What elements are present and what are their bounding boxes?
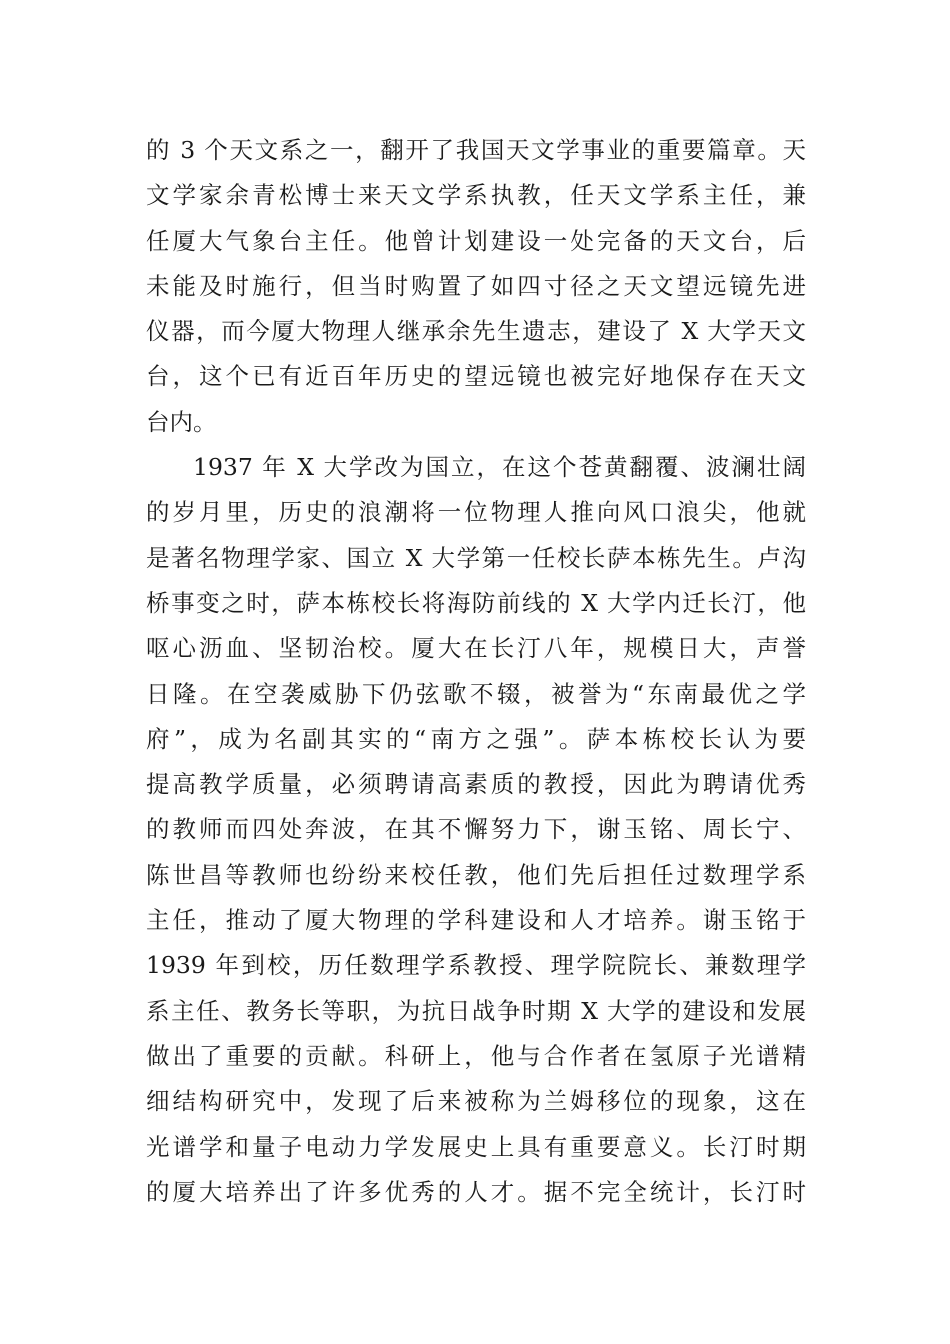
text-line: 的岁月里，历史的浪潮将一位物理人推向风口浪尖，他就	[146, 498, 806, 527]
text-line: 1937 年 X 大学改为国立，在这个苍黄翻覆、波澜壮阔	[193, 453, 806, 482]
text-line: 任厦大气象台主任。他曾计划建设一处完备的天文台，后	[146, 226, 806, 255]
text-line: 陈世昌等教师也纷纷来校任教，他们先后担任过数理学系	[146, 860, 806, 889]
paragraph-1	[146, 128, 806, 445]
text-line: 日隆。在空袭威胁下仍弦歌不辍，被誉为“东南最优之学	[146, 679, 806, 708]
text-line: 仪器，而今厦大物理人继承余先生遗志，建设了 X 大学天文	[146, 317, 806, 346]
text-line: 提高教学质量，必须聘请高素质的教授，因此为聘请优秀	[146, 770, 806, 799]
text-line: 府”，成为名副其实的“南方之强”。萨本栋校长认为要	[146, 724, 806, 753]
text-line: 系主任、教务长等职，为抗日战争时期 X 大学的建设和发展	[146, 996, 806, 1025]
text-line: 未能及时施行，但当时购置了如四寸径之天文望远镜先进	[146, 271, 806, 300]
text-line: 桥事变之时，萨本栋校长将海防前线的 X 大学内迁长汀，他	[146, 588, 806, 617]
document-body	[146, 128, 806, 1215]
text-line: 光谱学和量子电动力学发展史上具有重要意义。长汀时期	[146, 1132, 806, 1161]
text-line: 台，这个已有近百年历史的望远镜也被完好地保存在天文	[146, 362, 806, 391]
paragraph-2	[146, 445, 806, 1215]
text-line: 1939 年到校，历任数理学系教授、理学院院长、兼数理学	[146, 951, 806, 980]
text-line: 做出了重要的贡献。科研上，他与合作者在氢原子光谱精	[146, 1041, 806, 1070]
text-line: 是著名物理学家、国立 X 大学第一任校长萨本栋先生。卢沟	[146, 543, 806, 572]
text-line: 主任，推动了厦大物理的学科建设和人才培养。谢玉铭于	[146, 906, 806, 935]
text-line: 台内。	[146, 407, 217, 436]
text-line: 的厦大培养出了许多优秀的人才。据不完全统计，长汀时	[146, 1177, 806, 1206]
text-line: 的 3 个天文系之一，翻开了我国天文学事业的重要篇章。天	[146, 136, 806, 164]
text-line: 呕心沥血、坚韧治校。厦大在长汀八年，规模日大，声誉	[146, 634, 806, 663]
text-line: 文学家余青松博士来天文学系执教，任天文学系主任，兼	[146, 181, 806, 210]
text-line: 的教师而四处奔波，在其不懈努力下，谢玉铭、周长宁、	[146, 815, 806, 844]
text-line: 细结构研究中，发现了后来被称为兰姆移位的现象，这在	[146, 1087, 806, 1116]
